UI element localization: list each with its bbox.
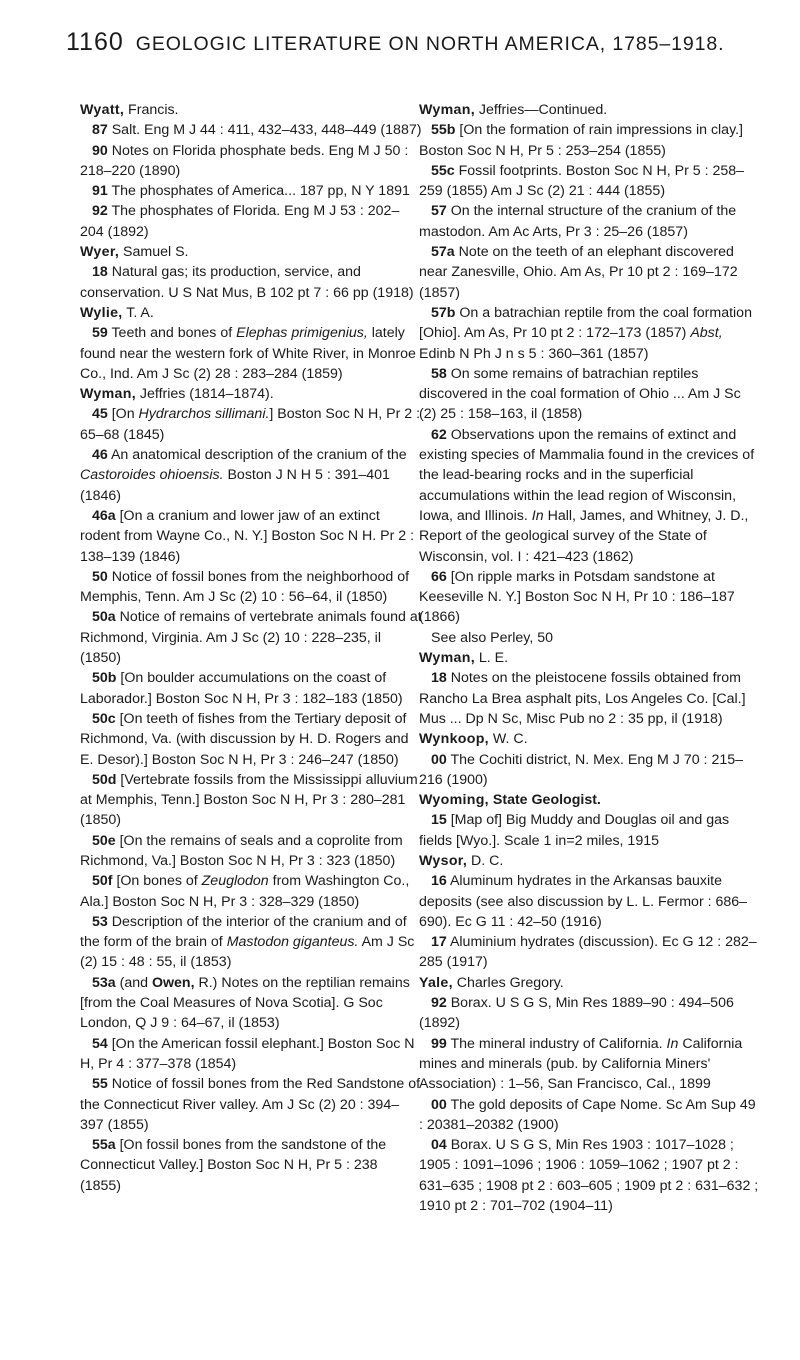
bibliography-entry [419,1135,761,1216]
bibliography-entry [419,364,761,425]
entry-text: An anatomical description of the cranium of the [107,447,407,464]
author-name: Wyer, [80,244,120,261]
entry-text: On the internal structure of the cranium of the mastodon. Am Ac Arts, Pr 3 : 25–26 (1857) [419,203,737,240]
entry-text: Borax. U S G S, Min Res 1903 : 1017–1028 ; 1905 : 1091–1096 ; 1906 : 1059–1062 ; 1907 pt 2 : 631–635 ; 1908 pt 2 : 603–605 ; 1909 pt 2 : 631–632 ; 1910 pt 2 : 701–702 (1904–11) [419,1137,759,1215]
bibliography-entry [419,1095,761,1136]
entry-number: 55c [431,162,455,179]
bibliography-entry [80,323,422,384]
coauthor-name: Owen, [151,974,195,991]
author-name: Wyatt, [80,102,125,118]
bibliography-entry [80,262,422,303]
bibliography-entry [80,831,422,872]
entry-number: 58 [431,365,447,382]
entry-text: California mines and minerals (pub. by California Miners' Association) : 1–56, San Francisco, Cal., 1899 [419,1035,743,1093]
entry-number: 91 [92,183,108,200]
author-heading [80,100,422,120]
author-heading [419,851,761,871]
entry-text: Note on the teeth of an elephant discovered near Zanesville, Ohio. Am As, Pr 10 pt 2 : 169–172 (1857) [419,244,738,301]
author-details: Charles Gregory. [452,974,564,991]
right-column [419,100,761,1216]
entry-text: Am J Sc (2) 15 : 48 : 55, il (1853) [80,934,415,971]
entry-text: Aluminium hydrates (discussion). Ec G 12 : 282–285 (1917) [419,934,757,971]
entry-text: Notice of remains of vertebrate animals found at Richmond, Virginia. Am J Sc (2) 10 : 228–235, il (1850) [80,609,422,667]
entry-text: lately found near the western fork of White River, in Monroe Co., Ind. Am J Sc (2) 28 : 283–284 (1859) [80,325,416,382]
entry-text: [On [107,406,139,423]
bibliography-entry [80,567,422,608]
entry-number: 50b [92,670,117,687]
entry-number: 55 [92,1076,108,1093]
bibliography-entry [80,871,422,912]
entry-number: 00 [431,751,447,768]
entry-number: 92 [92,203,108,220]
entry-text: On a batrachian reptile from the coal formation [Ohio]. Am As, Pr 10 pt 2 : 172–173 (1857) [419,304,752,342]
entry-text: Fossil footprints. Boston Soc N H, Pr 5 : 258–259 (1855) Am J Sc (2) 21 : 444 (1855) [419,162,745,200]
author-heading [80,384,422,404]
entry-italic: Zeuglodon [201,873,269,890]
author-heading [419,790,761,810]
bibliography-entry [419,993,761,1034]
entry-text: from Washington Co., Ala.] Boston Soc N H, Pr 3 : 328–329 (1850) [80,873,410,910]
bibliography-entry [419,750,761,791]
author-name: Yale, [419,974,453,991]
bibliography-entry [80,201,422,242]
author-name: Wylie, [80,304,123,321]
entry-number: 99 [431,1035,447,1052]
page-number: 1160 [66,28,124,56]
author-heading [419,973,761,993]
author-details: Jeffries—Continued. [474,102,608,118]
bibliography-entry [419,425,761,567]
author-details: Francis. [124,102,179,118]
author-details: D. C. [467,852,504,869]
bibliography-entry [80,141,422,182]
entry-text: Salt. Eng M J 44 : 411, 432–433, 448–449 (1887) [107,122,422,139]
bibliography-entry [80,709,422,770]
bibliography-entry [419,303,761,364]
entry-number: 50d [92,771,117,788]
bibliography-entry [419,1034,761,1095]
bibliography-entry [80,181,422,201]
author-name: Wyman, [419,102,475,118]
author-details: Samuel S. [119,244,189,261]
entry-text: Edinb N Ph J n s 5 : 360–361 (1857) [419,345,649,362]
entry-text: [Map of] Big Muddy and Douglas oil and gas fields [Wyo.]. Scale 1 in=2 miles, 1915 [419,812,730,849]
entry-text: [On teeth of fishes from the Tertiary deposit of Richmond, Va. (with discussion by H. D. Rogers and E. Desor).] Boston Soc N H, Pr 3 : 246–247 (1850) [80,710,409,768]
left-column [80,100,422,1196]
bibliography-entry [80,770,422,831]
author-details: State Geologist. [488,792,601,809]
entry-number: 87 [92,122,108,139]
entry-text: Notes on the pleistocene fossils obtained from Rancho La Brea asphalt pits, Los Angeles Co. [Cal.] Mus ... Dp N Sc, Misc Pub no 2 : 35 pp, il (1918) [419,670,746,727]
entry-number: 16 [431,873,447,890]
bibliography-entry [419,120,761,161]
entry-text: Notes on Florida phosphate beds. Eng M J 50 : 218–220 (1890) [80,142,409,179]
entry-number: 50f [92,873,113,890]
bibliography-entry [80,445,422,506]
author-details: T. A. [122,304,154,321]
author-details: Jeffries (1814–1874). [135,386,274,403]
entry-number: 92 [431,995,447,1012]
entry-text: Natural gas; its production, service, and conservation. U S Nat Mus, B 102 pt 7 : 66 pp (1918) [80,264,414,301]
entry-number: 18 [92,264,108,281]
entry-text: On some remains of batrachian reptiles discovered in the coal formation of Ohio ... Am J Sc (2) 25 : 158–163, il (1858) [419,365,741,423]
entry-number: 04 [431,1137,447,1154]
entry-number: 53a [92,974,116,991]
entry-number: 57b [431,304,456,321]
entry-number: 55a [92,1137,116,1154]
see-also-note [419,628,761,648]
entry-number: 45 [92,406,108,423]
bibliography-entry [419,201,761,242]
bibliography-entry [419,810,761,851]
author-name: Wysor, [419,852,468,869]
entry-text: ] Boston Soc N H, Pr 2 : 65–68 (1845) [80,406,421,443]
entry-text: [On a cranium and lower jaw of an extinct rodent from Wayne Co., N. Y.] Boston Soc N H. Pr 2 : 138–139 (1846) [80,507,415,565]
author-heading [80,303,422,323]
author-name: Wynkoop, [419,731,489,748]
entry-text: [On the remains of seals and a coprolite from Richmond, Va.] Boston Soc N H, Pr 3 : 323 (1850) [80,832,403,869]
entry-number: 59 [92,325,108,342]
bibliography-entry [419,932,761,973]
bibliography-entry [419,871,761,932]
entry-number: 46a [92,507,116,524]
entry-text: Borax. U S G S, Min Res 1889–90 : 494–506 (1892) [419,995,734,1032]
entry-text: [On boulder accumulations on the coast of Laborador.] Boston Soc N H, Pr 3 : 182–183 (1850) [80,670,403,707]
author-name: Wyman, [419,650,475,667]
entry-text: R.) Notes on the reptilian remains [from the Coal Measures of Nova Scotia]. G Soc London, Q J 9 : 64–67, il (1853) [80,974,410,1032]
bibliography-entry [80,120,422,140]
entry-text: [On bones of [112,873,202,890]
entry-text: The phosphates of America... 187 pp, N Y 1891 [107,183,410,200]
entry-number: 90 [92,142,108,159]
entry-text: The gold deposits of Cape Nome. Sc Am Sup 49 : 20381–20382 (1900) [419,1096,756,1133]
bibliography-entry [80,973,422,1034]
author-heading [80,242,422,262]
entry-text: Notice of fossil bones from the neighborhood of Memphis, Tenn. Am J Sc (2) 10 : 56–64, il (1850) [80,568,410,606]
page-header [66,28,766,62]
entry-text: [On the American fossil elephant.] Boston Soc N H, Pr 4 : 377–378 (1854) [80,1035,415,1072]
entry-number: 55b [431,122,456,139]
author-details: L. E. [474,650,509,667]
bibliography-entry [419,668,761,729]
entry-text: [On ripple marks in Potsdam sandstone at Keeseville N. Y.] Boston Soc N H, Pr 10 : 186–187 (1866) [419,568,735,626]
bibliography-entry [80,1135,422,1196]
entry-number: 18 [431,670,447,687]
entry-number: 50c [92,710,116,727]
author-name: Wyoming, [419,792,489,809]
entry-italic: Elephas primigenius, [236,325,368,342]
running-title: GEOLOGIC LITERATURE ON NORTH AMERICA, 1785–1918. [135,33,725,55]
entry-italic: Abst, [690,325,723,342]
author-heading [419,100,761,120]
entry-text: [On fossil bones from the sandstone of the Connecticut Valley.] Boston Soc N H, Pr 5 : 238 (1855) [80,1137,387,1194]
entry-text: Observations upon the remains of extinct and existing species of Mammalia found in the crevices of the lead-bearing rocks and in the superficial accumulations within the lead region of Wisconsin, Iowa, and Illinois. [419,426,755,524]
entry-italic: Hydrarchos sillimani. [138,406,270,423]
entry-number: 62 [431,426,447,443]
bibliography-entry [80,607,422,668]
entry-number: 57 [431,203,447,220]
bibliography-entry [80,668,422,709]
bibliography-entry [80,404,422,445]
entry-italic: Mastodon giganteus. [226,934,359,951]
entry-text: The Cochiti district, N. Mex. Eng M J 70 : 215–216 (1900) [419,751,744,788]
entry-text: The mineral industry of California. [446,1035,667,1052]
bibliography-entry [419,161,761,202]
entry-text: Notice of fossil bones from the Red Sandstone of the Connecticut River valley. Am J Sc (2) 20 : 394–397 (1855) [80,1076,421,1133]
entry-number: 17 [431,934,447,951]
entry-number: 53 [92,913,108,930]
entry-text: Aluminum hydrates in the Arkansas bauxite deposits (see also discussion by L. L. Fermor : 686–690). Ec G 11 : 42–50 (1916) [419,873,748,930]
entry-text: The phosphates of Florida. Eng M J 53 : 202–204 (1892) [80,203,400,240]
entry-number: 54 [92,1035,108,1052]
entry-number: 50e [92,832,116,849]
entry-number: 50a [92,609,116,626]
bibliography-entry [80,912,422,973]
entry-text: See also Perley, 50 [431,629,553,646]
entry-italic: In [531,507,544,524]
entry-number: 57a [431,244,455,261]
author-heading [419,729,761,749]
bibliography-entry [80,1074,422,1135]
entry-text: Teeth and bones of [107,325,237,342]
bibliography-entry [80,1034,422,1075]
entry-text: (and [115,974,152,991]
entry-text: Description of the interior of the cranium and of the form of the brain of [80,913,407,951]
author-heading [419,648,761,668]
entry-text: Hall, James, and Whitney, J. D., Report of the geological survey of the State of Wisconsin, vol. I : 421–423 (1862) [419,507,749,565]
bibliography-entry [419,242,761,303]
entry-italic: In [666,1035,679,1052]
entry-text: [Vertebrate fossils from the Mississippi alluvium at Memphis, Tenn.] Boston Soc N H, Pr 3 : 280–281 (1850) [80,771,418,829]
bibliography-entry [80,506,422,567]
bibliography-entry [419,567,761,628]
entry-number: 15 [431,812,447,829]
entry-text: [On the formation of rain impressions in clay.] Boston Soc N H, Pr 5 : 253–254 (1855) [419,122,743,159]
entry-number: 66 [431,568,447,585]
author-details: W. C. [488,731,528,748]
author-name: Wyman, [80,386,136,403]
entry-italic: Castoroides ohioensis. [80,467,224,484]
entry-number: 00 [431,1096,447,1113]
entry-number: 46 [92,447,108,464]
entry-text: Boston J N H 5 : 391–401 (1846) [80,467,390,504]
entry-number: 50 [92,568,108,585]
